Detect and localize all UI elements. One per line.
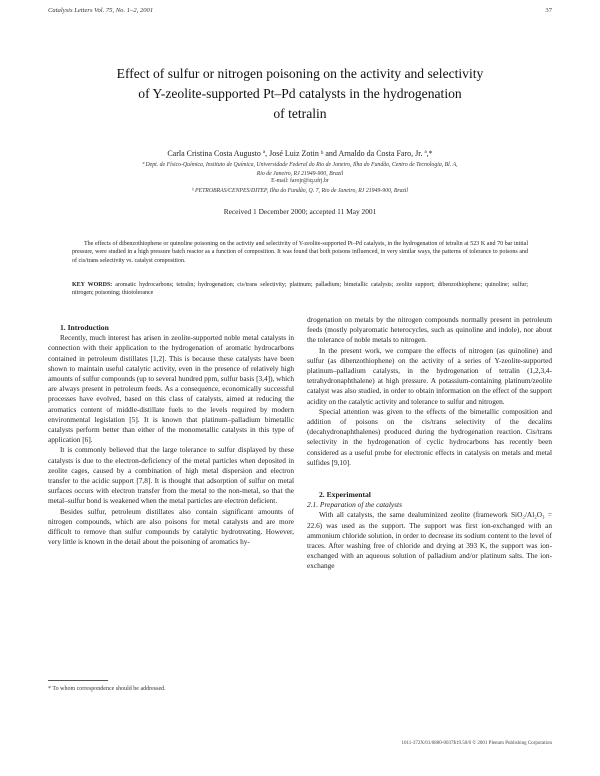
affiliation-a	[60, 161, 540, 178]
title-line: of tetralin	[273, 106, 327, 121]
title-line: Effect of sulfur or nitrogen poisoning on the activity and selectivity	[116, 66, 484, 81]
footnote-rule	[48, 680, 108, 681]
paragraph: drogenation on metals by the nitrogen compounds normally present in petroleum feeds (mostly polyaromatic heterocycles, such as quinoline and indole), nor about the tolerance of noble metals to nitrogen.	[307, 315, 552, 345]
paragraph: In the present work, we compare the effects of nitrogen (as quinoline) and sulfur (as dibenzothiophene) on the activity of a series of Y-zeolite-supported platinum–palladium catalysts, in the hydrogenation of tetralin (1,2,3,4-tetrahydronaphthalene) at high pressure. A potassium-containing platinum/zeolite catalyst was also studied, in order to obtain information on the effect of the support acidity on the catalytic activity and tolerance to sulfur and nitrogen.	[307, 345, 552, 406]
author-list: Carla Cristina Costa Augusto ª, José Luiz Zotin ᵇ and Arnaldo da Costa Faro, Jr. ª,*	[167, 149, 433, 158]
running-header	[48, 7, 552, 19]
affiliation-b: ᵇ PETROBRAS/CENPES/DITEP, Ilha do Fundão, Q. 7, Rio de Janeiro, RJ 21949-900, Brazil	[191, 188, 409, 194]
paragraph: Special attention was given to the effects of the bimetallic composition and addition of poisons on the cis/trans selectivity of the decalins (decahydronaphthalenes) produced during the hydrogenation reaction. Cis/trans selectivity in the hydrogenation of cyclic hydrocarbons has recently been considered as a useful probe for electronic effects in catalysis on metals and metal sulfides [9,10].	[307, 406, 552, 467]
author-email: E-mail: farojr@iq.ufrj.br	[271, 178, 329, 184]
title-line: of Y-zeolite-supported Pt–Pd catalysts in the hydrogenation	[138, 86, 462, 101]
paragraph: Recently, much interest has arisen in zeolite-supported noble metal catalysts in connection with their application to the hydrogenation of aromatic hydrocarbons contained in petroleum distillates [1,2]. This is because these catalysts have been shown to maintain useful catalytic activity, even in the presence of relatively high amounts of sulfur compounds (up to several hundred ppm, sulfur basis [3,4]), which are always present in petroleum feeds. As a consequence, economically successful processes have evolved, based on this class of catalysts, aimed at reducing the aromatics content of middle-distillate fuels to the levels required by modern environmental legislation [5]. It is known that platinum–palladium bimetallic catalysts perform better than either of the monometallic catalysts in this type of application [6].	[48, 333, 294, 445]
subsection-heading: 2.1. Preparation of the catalysts	[307, 500, 402, 510]
keywords	[72, 281, 528, 298]
section-heading: 2. Experimental	[319, 490, 371, 500]
abstract: The effects of dibenzothiophene or quinoline poisoning on the activity and selectivity of Y-zeolite-supported Pt–Pd catalysts, in the hydrogenation of tetralin at 523 K and 70 bar initial pressure, were studied in a high pressure batch reactor as a function of composition. It was found that both poisons influenced, in very similar ways, the patterns of tolerance to poisons and of cis/trans selectivity vs. catalyst composition.	[72, 241, 528, 264]
page-number: 37	[545, 7, 552, 14]
keywords-text: aromatic hydrocarbons; tetralin; hydrogenation; cis/trans selectivity; platinum; palladium; bimetallic catalysts; zeolite support; dibenzothiophene; quinoline; sulfur; nitrogen; poisoning; thiotolerance	[72, 282, 528, 297]
keywords-label: KEY WORDS:	[72, 282, 113, 288]
copyright-footer: 1011-372X/01/0800-0037$19.50/0 © 2001 Plenum Publishing Corporation	[401, 741, 552, 746]
affiliation-line: Rio de Janeiro, RJ 21949-900, Brazil	[256, 170, 344, 177]
left-column	[48, 323, 294, 547]
article-title	[60, 64, 540, 124]
journal-citation: Catalysis Letters Vol. 75, No. 1–2, 2001	[48, 7, 154, 14]
right-column	[307, 315, 552, 572]
affiliation-line: ª Dept. de Físico-Química, Instituto de Química, Universidade Federal do Rio de Janeiro, Ilha do Fundão, Centro de Tecnologia, Bl. A,	[142, 162, 458, 168]
paragraph: It is commonly believed that the large tolerance to sulfur displayed by these catalysts is due to the electron-deficiency of the metal particles when deposited in zeolite cages, caused by a combination of high metal dispersion and electron transfer to the acidic support [7,8]. It is thought that adsorption of sulfur on metal surfaces occurs with electron transfer from the metal to the non-metal, so that the metal–sulfur bond is weakened when the metal particles are electron deficient.	[48, 445, 294, 506]
paragraph: With all catalysts, the same dealuminized zeolite (framework SiO₂/Al₂O₃ = 22.6) was used as the support. The support was first ion-exchanged with an ammonium chloride solution, in order to decrease its sodium content to the level of traces. After washing free of chloride and drying at 393 K, the support was ion-exchanged with an aqueous solution of palladium and/or platinum salts. The ion-exchange	[307, 510, 552, 571]
section-gap	[307, 468, 552, 490]
section-heading: 1. Introduction	[60, 323, 109, 332]
received-dates: Received 1 December 2000; accepted 11 May 2001	[223, 207, 377, 216]
paragraph: Besides sulfur, petroleum distillates also contain significant amounts of nitrogen compounds, which are also poisons for metal catalysts and are more difficult to remove than sulfur compounds by catalytic hydrotreating. However, very little is known in the detail about the poisoning of aromatics hy-	[48, 506, 294, 547]
footnote: * To whom correspondence should be addressed.	[48, 686, 166, 692]
